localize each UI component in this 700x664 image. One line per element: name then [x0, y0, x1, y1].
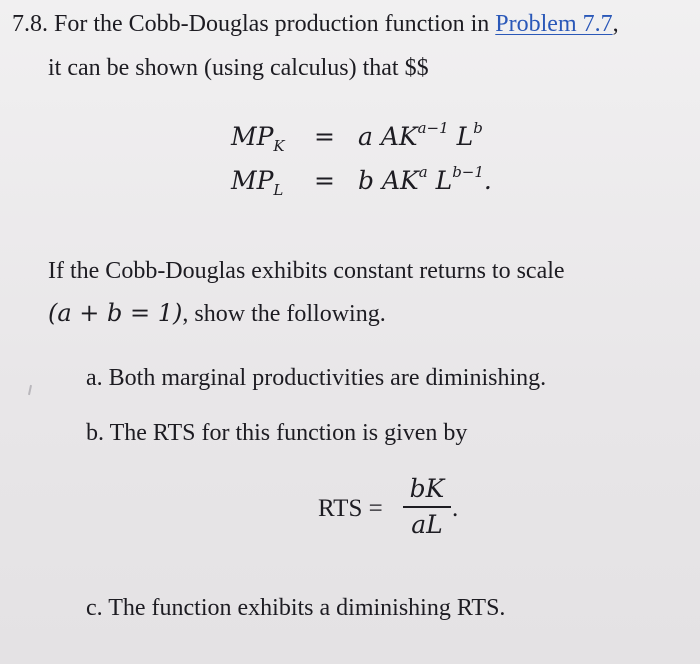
- mpl-equals: =: [314, 166, 335, 195]
- rts-fraction: [403, 475, 451, 539]
- item-a: a. Both marginal productivities are diminishing.: [86, 365, 547, 391]
- rts-denominator: aL: [411, 510, 443, 539]
- mpk-lhs: $MP_K$: [231, 122, 285, 155]
- crs-condition: (a + b = 1): [48, 299, 183, 327]
- intro-text: For the Cobb-Douglas production function in: [54, 11, 496, 37]
- problem-number: 7.8.: [12, 11, 48, 37]
- mpl-lhs: $MP_L$: [231, 166, 284, 199]
- rts-label: RTS =: [318, 495, 383, 522]
- mpk-equals: =: [314, 122, 335, 151]
- intro-suffix: ,: [612, 11, 619, 37]
- condition-line-1: If the Cobb-Douglas exhibits constant returns to scale: [48, 258, 565, 284]
- problem-heading: [12, 9, 619, 39]
- mpl-rhs: b $AK^a$ $L^{b-1}$.: [358, 163, 492, 195]
- condition-text: , show the following.: [182, 301, 386, 327]
- condition-line-2: [48, 298, 386, 329]
- item-b: b. The RTS for this function is given by: [86, 420, 468, 446]
- item-c: c. The function exhibits a diminishing RTS.: [86, 595, 506, 621]
- mpk-rhs: a $AK^{a-1}$ $L^b$: [358, 119, 483, 151]
- fraction-bar: [403, 506, 451, 508]
- problem-7-7-link[interactable]: Problem 7.7: [495, 11, 613, 37]
- rts-numerator: bK: [409, 474, 445, 503]
- stray-pen-mark: [28, 385, 32, 395]
- intro-line-2: it can be shown (using calculus) that $$: [48, 55, 429, 81]
- rts-period: .: [452, 495, 459, 522]
